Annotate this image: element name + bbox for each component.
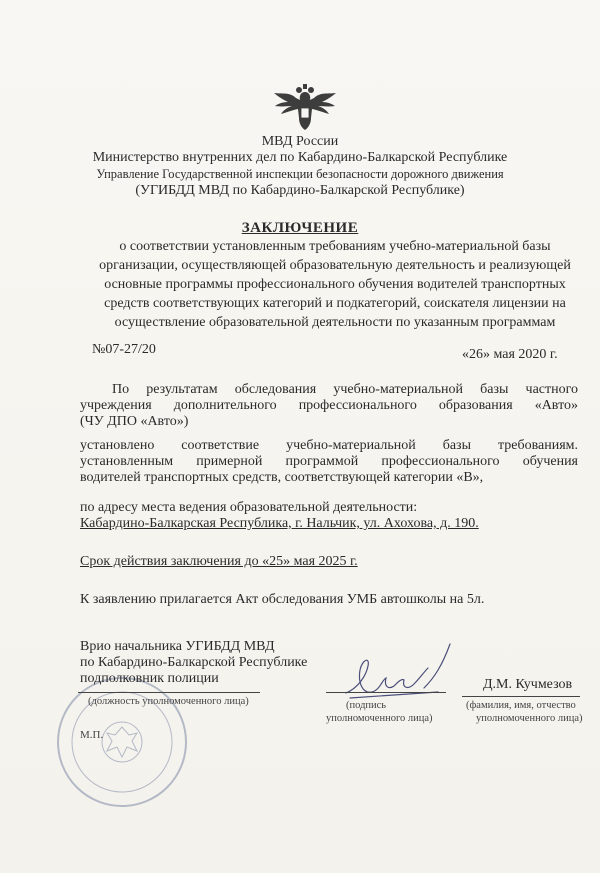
header-department: Управление Государственной инспекции безопасности дорожного движения (96, 167, 504, 181)
validity-period: Срок действия заключения до «25» мая 2025 г. (80, 554, 358, 569)
address-label: по адресу места ведения образовательной деятельности: (80, 500, 418, 515)
body-paragraph-1-line-1: По результатам обследования учебно-материальной базы частного (112, 382, 578, 397)
position-caption: (должность уполномоченного лица) (88, 696, 249, 707)
body-paragraph-1-line-3: (ЧУ ДПО «Авто») (80, 414, 189, 429)
body-paragraph-1-line-2: учреждения дополнительного профессионального образования «Авто» (80, 398, 578, 413)
name-caption-line-1: (фамилия, имя, отчество (466, 700, 576, 711)
signatory-name: Д.М. Кучмезов (483, 677, 573, 692)
signature-caption-line-1: (подпись (346, 700, 387, 711)
name-line (462, 696, 580, 697)
document-number: №07-27/20 (92, 342, 156, 357)
document-title: ЗАКЛЮЧЕНИЕ (241, 220, 359, 236)
stamp-place-label: М.П. (80, 729, 104, 741)
address-value: Кабардино-Балкарская Республика, г. Нальчик, ул. Ахохова, д. 190. (80, 516, 479, 531)
attachment-note: К заявлению прилагается Акт обследования УМБ автошколы на 5л. (80, 592, 485, 607)
name-caption-line-2: уполномоченного лица) (476, 713, 583, 724)
body-paragraph-2-line-1: установлено соответствие учебно-материальной базы требованиям. (80, 438, 578, 453)
signatory-title-line-1: Врио начальника УГИБДД МВД (80, 639, 275, 654)
document-date: «26» мая 2020 г. (462, 347, 558, 362)
header-ministry-full: Министерство внутренних дел по Кабардино-Балкарской Республике (92, 150, 508, 165)
document-subtitle: о соответствии установленным требованиям учебно-материальной базы организации, осуществляющей образовательную деятельность и реализующей основные программы профессионального обучения водителей транспортных средств соответствующих категорий и подкатегорий, соискателя лицензии на осуществление образовательной деятельности по указанным программам (99, 239, 571, 330)
header-ministry-short: МВД России (261, 134, 339, 149)
body-paragraph-2-line-3: водителей транспортных средств, соответствующей категории «В», (80, 470, 484, 485)
signature-caption-line-2: уполномоченного лица) (326, 713, 433, 724)
signatory-rank: подполковник полиции (80, 671, 219, 686)
position-line (78, 692, 260, 693)
signature-line (326, 692, 446, 693)
signatory-title-line-2: по Кабардино-Балкарской Республике (80, 655, 308, 670)
header-department-short: (УГИБДД МВД по Кабардино-Балкарской Республике) (135, 183, 465, 198)
body-paragraph-2-line-2: установленным примерной программой профессионального обучения (80, 454, 578, 469)
double-headed-eagle-emblem-icon (272, 84, 338, 134)
